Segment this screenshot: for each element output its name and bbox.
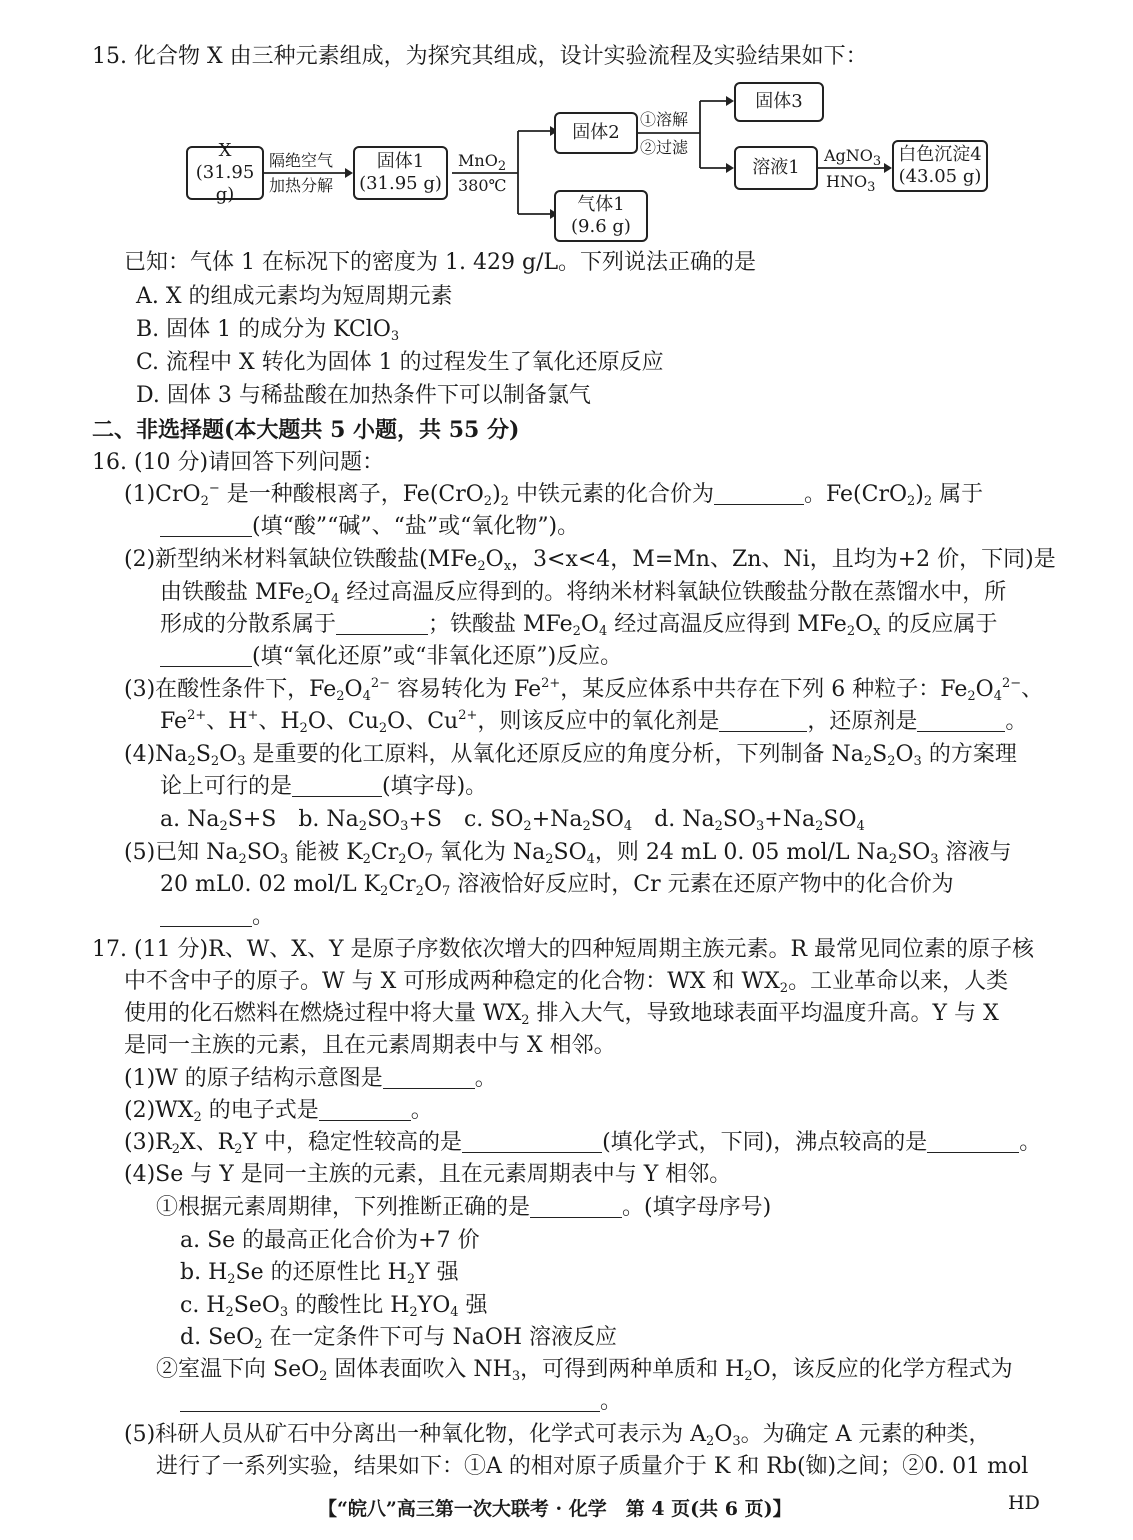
q16-part4-options: a. $Na_2S+S$ b. $Na_2SO_3+S$ c. $SO_2+Na_2SO_4$ d. $Na_2SO_3+Na_2SO_4$ — [160, 807, 865, 834]
answer-blank[interactable] — [530, 1195, 622, 1218]
solid2-box — [554, 112, 638, 154]
q15-option-a: A. X 的组成元素均为短周期元素 — [136, 284, 453, 309]
catalyst-label: MnO$_2$ — [458, 151, 507, 174]
solid1-name: 固体1 — [376, 151, 425, 172]
q16-part5-line1: (5)已知 $Na_2SO_3$ 能被 $K_2Cr_2O_7$ 氧化为 $Na_2SO_4$，则 24 mL 0. 05 mol/L $Na_2SO_3$ 溶液与 — [124, 840, 1012, 867]
q16-part2-line1: (2)新型纳米材料氧缺位铁酸盐($MFe_2O_x$，3<x<4，M=Mn、Zn、Ni，且均为+2 价，下同)是 — [124, 547, 1056, 574]
q16-part3-line1: (3)在酸性条件下，$Fe_2O_4^{2-}$ 容易转化为 $Fe^{2+}$，某反应体系中共存在下列 6 种粒子：$Fe_2O_4^{2-}$、 — [124, 676, 1044, 704]
q17-part5-line1: (5)科研人员从矿石中分离出一种氧化物，化学式可表示为 $A_2O_3$。为确定 A 元素的种类， — [124, 1422, 991, 1449]
q17-option-b: b. $H_2Se$ 的还原性比 $H_2Y$ 强 — [180, 1260, 459, 1287]
solution1-box — [734, 146, 818, 190]
q16-part2-line2: 由铁酸盐 $MFe_2O_4$ 经过高温反应得到的。将纳米材料氧缺位铁酸盐分散在蒸馏水中，所 — [160, 580, 1007, 607]
agno3-label: AgNO$_3$ — [824, 146, 882, 169]
gas1-mass: (9.6 g) — [571, 216, 631, 237]
q16-part1-line1: (1)CrO$_2$− 是一种酸根离子，$Fe(CrO_2)_2$ 中铁元素的化合价为 。$Fe(CrO_2)_2$ 属于 — [124, 481, 984, 509]
x-mass: (31.95 g) — [195, 162, 255, 205]
answer-blank[interactable] — [160, 904, 252, 927]
q17-part4-sub1: ①根据元素周期律，下列推断正确的是 。(填字母序号) — [156, 1195, 772, 1220]
q16-part2-line3: 形成的分散系属于 ；铁酸盐 $MFe_2O_4$ 经过高温反应得到 $MFe_2O_x$ 的反应属于 — [160, 612, 998, 639]
q16-part3-line2: $Fe^{2+}$、H+、$H_2O$、$Cu_2O$、$Cu^{2+}$，则该反应中的氧化剂是 ，还原剂是 。 — [160, 708, 1028, 736]
x-name: X — [218, 140, 232, 161]
q17-line4: 是同一主族的元素，且在元素周期表中与 X 相邻。 — [124, 1033, 616, 1058]
q17-part1: (1)W 的原子结构示意图是 。 — [124, 1066, 497, 1091]
answer-blank[interactable] — [714, 482, 804, 505]
q17-part4: (4)Se 与 Y 是同一主族的元素，且在元素周期表中与 Y 相邻。 — [124, 1162, 732, 1187]
solid3-box — [734, 82, 824, 122]
answer-blank[interactable] — [292, 774, 382, 797]
page-footer: 【“皖八”高三第一次大联考 · 化学 第 4 页(共 6 页)】 — [318, 1498, 792, 1520]
q16-part5-line3: 。 — [160, 902, 274, 932]
answer-blank[interactable] — [160, 644, 252, 667]
answer-blank[interactable] — [462, 1130, 602, 1153]
q15-option-d: D. 固体 3 与稀盐酸在加热条件下可以制备氯气 — [136, 383, 591, 408]
step1-condition-top: 隔绝空气 — [269, 151, 334, 170]
q17-part2: $(2)WX_2$ 的电子式是 。 — [124, 1098, 433, 1125]
q15-known: 已知：气体 1 在标况下的密度为 1. 429 g/L。下列说法正确的是 — [124, 250, 757, 275]
op-dissolve-label: ①溶解 — [640, 110, 689, 129]
q17-option-c: c. $H_2SeO_3$ 的酸性比 $H_2YO_4$ 强 — [180, 1293, 488, 1320]
precipitate4-mass: (43.05 g) — [898, 166, 982, 187]
q17-part3: $(3)R_2X$、$R_2Y$ 中，稳定性较高的是 (填化学式，下同)，沸点较高的是 。 — [124, 1130, 1042, 1157]
solid1-mass: (31.95 g) — [359, 173, 442, 194]
q17-part4-sub2: ②室温下向 SeO$_2$ 固体表面吹入 $NH_3$，可得到两种单质和 $H_2O$，该反应的化学方程式为 — [156, 1357, 1013, 1384]
answer-blank[interactable] — [319, 1098, 411, 1121]
temperature-label: 380℃ — [458, 176, 507, 195]
q16-part4-line2: 论上可行的是 (填字母)。 — [160, 774, 488, 799]
q17-line3: 使用的化石燃料在燃烧过程中将大量 $WX_2$ 排入大气，导致地球表面平均温度升高。Y 与 X — [124, 1001, 999, 1028]
q16-part1-line2: (填“酸”“碱”、“盐”或“氧化物”)。 — [160, 512, 579, 542]
q16-part2-line4: (填“氧化还原”或“非氧化还原”)反应。 — [160, 642, 622, 672]
solution1-name: 溶液1 — [752, 157, 800, 178]
gas1-box — [554, 190, 648, 242]
q17-option-a: a. Se 的最高正化合价为+7 价 — [180, 1228, 480, 1253]
answer-blank[interactable] — [160, 514, 252, 537]
q17-part4-sub2-answer: 。 — [180, 1387, 622, 1417]
answer-blank[interactable] — [719, 709, 807, 732]
q15-option-b: B. 固体 1 的成分为 KClO$_3$ — [136, 317, 400, 344]
precipitate4-box — [892, 140, 988, 192]
q16-head: 16. (10 分)请回答下列问题： — [92, 450, 385, 475]
gas1-name: 气体1 — [577, 194, 625, 215]
q16-part5-line2: 20 mL0. 02 mol/L $K_2Cr_2O_7$ 溶液恰好反应时，Cr 元素在还原产物中的化合价为 — [160, 872, 954, 899]
x-box — [186, 140, 264, 205]
solid1-box — [353, 146, 448, 200]
op-filter-label: ②过滤 — [640, 138, 689, 157]
q17-line2: 中不含中子的原子。W 与 X 可形成两种稳定的化合物：WX 和 $WX_2$。工业革命以来，人类 — [124, 969, 1009, 996]
footer-code: HD — [1008, 1492, 1040, 1514]
precipitate4-name: 白色沉淀4 — [898, 144, 982, 165]
section2-heading: 二、非选择题(本大题共 5 小题，共 55 分) — [92, 417, 520, 443]
q15-option-c: C. 流程中 X 转化为固体 1 的过程发生了氧化还原反应 — [136, 350, 664, 375]
q17-option-d: d. SeO$_2$ 在一定条件下可与 NaOH 溶液反应 — [180, 1325, 618, 1352]
q15-stem: 15. 化合物 X 由三种元素组成，为探究其组成，设计实验流程及实验结果如下： — [92, 44, 868, 69]
q16-part4-line1: $(4)Na_2S_2O_3$ 是重要的化工原料，从氧化还原反应的角度分析，下列制备 $Na_2S_2O_3$ 的方案理 — [124, 742, 1017, 769]
q17-line1: 17. (11 分)R、W、X、Y 是原子序数依次增大的四种短周期主族元素。R 最常见同位素的原子核 — [92, 937, 1035, 962]
answer-blank[interactable] — [180, 1389, 600, 1412]
step1-condition-bottom: 加热分解 — [269, 176, 334, 195]
solid2-name: 固体2 — [572, 122, 620, 143]
q17-part5-line2: 进行了一系列实验，结果如下：①A 的相对原子质量介于 K 和 Rb(铷)之间；②0. 01 mol — [156, 1454, 1029, 1479]
answer-blank[interactable] — [927, 1130, 1019, 1153]
hno3-label: $HNO_3$ — [826, 172, 876, 195]
solid3-name: 固体3 — [755, 91, 803, 112]
answer-blank[interactable] — [917, 709, 1005, 732]
answer-blank[interactable] — [383, 1066, 475, 1089]
answer-blank[interactable] — [336, 612, 428, 635]
